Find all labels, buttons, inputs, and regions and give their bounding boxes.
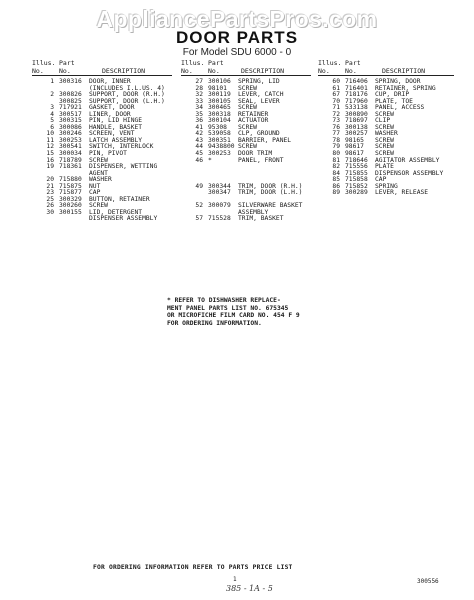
part-description: SCREW [238,84,257,92]
illus-number: 15 [46,150,54,158]
part-number: 718176 [345,91,368,99]
part-number: 300106 [208,78,231,85]
part-number: 300253 [59,136,82,144]
illus-number: 82 [332,163,340,171]
part-description: AGITATOR ASSEMBLY [375,156,440,164]
illus-number: 57 [195,215,203,223]
parts-column-2 [181,60,311,223]
illus-number: 79 [332,143,340,151]
column-header [32,60,172,76]
part-description: SCREW [375,110,394,118]
illus-number: 19 [46,163,54,171]
illus-number: 12 [46,143,54,151]
header-illus: Illus. [318,59,342,67]
page-title: DOOR PARTS [175,28,299,47]
part-number: 300517 [59,110,82,118]
header-illus: Illus. [181,59,205,67]
part-description: ACTUATOR [238,117,269,125]
illus-number: 61 [332,84,340,92]
part-description: TRIM, BASKET [238,215,284,223]
part-description: SCREW [238,104,257,112]
part-number: 300825 [59,97,82,105]
part-description: SWITCH, INTERLOCK [89,143,154,151]
part-description: CAP [89,189,101,197]
part-description: CLP, GROUND [238,130,280,138]
header-description: DESCRIPTION [102,67,146,75]
part-number: 715880 [59,176,82,184]
illus-number: 80 [332,150,340,158]
note-line: OR MICROFICHE FILM CARD NO. 454 F 9 [167,312,300,320]
illus-number: 78 [332,136,340,144]
illus-number: 33 [195,97,203,105]
header-no: No. [318,67,330,75]
illus-number: 27 [195,78,203,85]
illus-number: 34 [195,104,203,112]
part-description: PLATE [375,163,394,171]
part-description: SPRING, DOOR [375,78,421,85]
part-description: GASKET, DOOR [89,104,135,112]
illus-number: 26 [46,202,54,210]
part-number: 300034 [59,150,82,158]
part-number: 539058 [208,130,231,138]
illus-number: 16 [46,156,54,164]
illus-number: 85 [332,176,340,184]
header-description: DESCRIPTION [241,67,285,75]
illus-number: 42 [195,130,203,138]
illus-number: 41 [195,123,203,131]
part-number: 300138 [345,123,368,131]
header-part: Part [345,59,361,67]
part-description: SEAL, LEVER [238,97,280,105]
illus-number: 6 [50,123,54,131]
part-description: BUTTON, RETAINER [89,195,150,203]
part-description: SILVERWARE BASKET [238,202,303,210]
part-description: RETAINER, SPRING [375,84,436,92]
part-number: 300344 [208,182,231,190]
illus-number: 52 [195,202,203,210]
part-number: 715528 [208,215,231,223]
part-number: 300253 [208,150,231,158]
part-description: PANEL, FRONT [238,156,284,164]
part-number: 300246 [59,130,82,138]
part-number: 300155 [59,208,82,216]
part-description: SCREW [89,156,108,164]
part-number: 718789 [59,156,82,164]
part-number: 300316 [59,78,82,85]
part-description: DOOR, INNER [89,78,131,85]
part-number: 9438800 [208,143,235,151]
part-description: SCREW [375,123,394,131]
part-number: 98617 [345,143,364,151]
part-description: BARRIER, PANEL [238,136,292,144]
part-number: 98617 [345,150,364,158]
illus-number: 70 [332,97,340,105]
part-number: 300890 [345,110,368,118]
part-description: ASSEMBLY [238,208,269,216]
part-description: (INCLUDES I.L.US. 4) [89,84,165,92]
part-number: 717960 [345,97,368,105]
part-description: WASHER [89,176,112,184]
note-line: FOR ORDERING INFORMATION. [167,319,262,327]
illus-number: 43 [195,136,203,144]
illus-number: 73 [332,117,340,125]
part-description: DISPENSER ASSEMBLY [89,215,158,223]
part-number: 300086 [59,123,82,131]
part-number: 95308 [208,123,227,131]
part-description: SPRING [375,182,398,190]
part-number: 715556 [345,163,368,171]
note-line: * REFER TO DISHWASHER REPLACE- [167,297,281,304]
ordering-footer: FOR ORDERING INFORMATION REFER TO PARTS PRICE LIST [93,564,293,571]
illus-number: 20 [46,176,54,184]
header-no-2: No. [345,67,357,75]
parts-column-1 [32,60,172,223]
illus-number: 28 [195,84,203,92]
part-number: 718361 [59,163,82,171]
document-number: 300556 [417,578,439,585]
header-part: Part [59,59,75,67]
page-number: 1 [233,576,237,583]
part-description: AGENT [89,169,108,177]
part-number: 300315 [59,117,82,125]
model-subtitle: For Model SDU 6000 - 0 [182,47,292,58]
part-description: LATCH ASSEMBLY [89,136,143,144]
illus-number: 72 [332,110,340,118]
illus-number: 60 [332,78,340,85]
parts-row [32,216,172,223]
illus-number: 49 [195,182,203,190]
part-number: 300079 [208,202,231,210]
illus-number: 89 [332,189,340,197]
part-description: WASHER [375,130,398,138]
header-illus: Illus. [32,59,56,67]
part-description: RETAINER [238,110,269,118]
part-number: 300260 [59,202,82,210]
part-description: LID, DETERGENT [89,208,143,216]
illus-number: 36 [195,117,203,125]
part-number: 716401 [345,84,368,92]
column-header [181,60,311,76]
part-number: 715855 [345,169,368,177]
part-number: 300318 [208,110,231,118]
part-number: 718646 [345,156,368,164]
part-number: 716406 [345,78,368,85]
part-description: DISPENSER, WETTING [89,163,158,171]
part-description: SCREW [89,202,108,210]
part-number: 718697 [345,117,368,125]
column-header [318,60,454,76]
illus-number: 25 [46,195,54,203]
replacement-panel-note [167,297,397,327]
header-no: No. [181,67,193,75]
part-number: 715875 [59,182,82,190]
header-description: DESCRIPTION [382,67,426,75]
watermark-text: AppliancePartsPros.com [96,6,378,32]
handwritten-note: 385 - 1A - 5 [226,584,273,593]
part-number: 300329 [59,195,82,203]
illus-number: 11 [46,136,54,144]
illus-number: 30 [46,208,54,216]
part-description: SCREEN, VENT [89,130,135,138]
illus-number: 32 [195,91,203,99]
part-number: 300541 [59,143,82,151]
illus-number: 45 [195,150,203,158]
header-no: No. [32,67,44,75]
illus-number: 84 [332,169,340,177]
part-description: LINER, DOOR [89,110,131,118]
illus-number: 71 [332,104,340,112]
illus-number: 44 [195,143,203,151]
part-description: CLIP [375,117,391,125]
illus-number: 23 [46,189,54,197]
part-number: 300104 [208,117,231,125]
part-number: 300105 [208,97,231,105]
part-description: CAP [375,176,387,184]
illus-number: 46 [195,156,203,164]
parts-row [318,190,454,197]
part-number: 300347 [208,189,231,197]
part-description: DOOR TRIM [238,150,273,158]
header-no-2: No. [208,67,220,75]
parts-column-3 [318,60,454,197]
part-description: CUP, DRIP [375,91,410,99]
illus-number: 3 [50,104,54,112]
note-line: MENT PANEL PARTS LIST NO. 675345 [167,304,289,312]
part-number: 300289 [345,189,368,197]
part-description: SCREW [375,136,394,144]
part-description: SCREW [238,123,257,131]
illus-number: 10 [46,130,54,138]
illus-number: 86 [332,182,340,190]
part-description: PLATE, TOE [375,97,413,105]
part-number: 715877 [59,189,82,197]
part-description: NUT [89,182,101,190]
illus-number: 81 [332,156,340,164]
part-number: 300826 [59,91,82,99]
illus-number: 5 [50,117,54,125]
part-number: 300119 [208,91,231,99]
part-description: PANEL, ACCESS [375,104,425,112]
illus-number: 77 [332,130,340,138]
illus-number: 1 [50,78,54,85]
illus-number: 2 [50,91,54,99]
part-description: HANDLE, BASKET [89,123,143,131]
part-number: 533138 [345,104,368,112]
part-number: * [208,156,212,164]
part-number: 300257 [345,130,368,138]
part-description: SCREW [375,143,394,151]
header-part: Part [208,59,224,67]
part-number: 717921 [59,104,82,112]
part-number: 98101 [208,84,227,92]
part-description: LEVER, RELEASE [375,189,429,197]
part-description: PIN, PIVOT [89,150,127,158]
illus-number: 67 [332,91,340,99]
part-number: 300465 [208,104,231,112]
part-description: SCREW [238,143,257,151]
part-description: LEVER, CATCH [238,91,284,99]
illus-number: 35 [195,110,203,118]
header-no-2: No. [59,67,71,75]
illus-number: 76 [332,123,340,131]
part-description: SUPPORT, DOOR (R.H.) [89,91,165,99]
part-description: DISPENSOR ASSEMBLY [375,169,444,177]
part-number: 98165 [345,136,364,144]
part-number: 715858 [345,176,368,184]
part-description: TRIM, DOOR (L.H.) [238,189,303,197]
part-description: SCREW [375,150,394,158]
part-description: TRIM, DOOR (R.H.) [238,182,303,190]
part-description: PIN, LID HINGE [89,117,143,125]
parts-row [181,216,311,223]
illus-number: 21 [46,182,54,190]
part-number: 715852 [345,182,368,190]
part-description: SUPPORT, DOOR (L.H.) [89,97,165,105]
part-number: 300351 [208,136,231,144]
part-description: SPRING, LID [238,78,280,85]
illus-number: 4 [50,110,54,118]
